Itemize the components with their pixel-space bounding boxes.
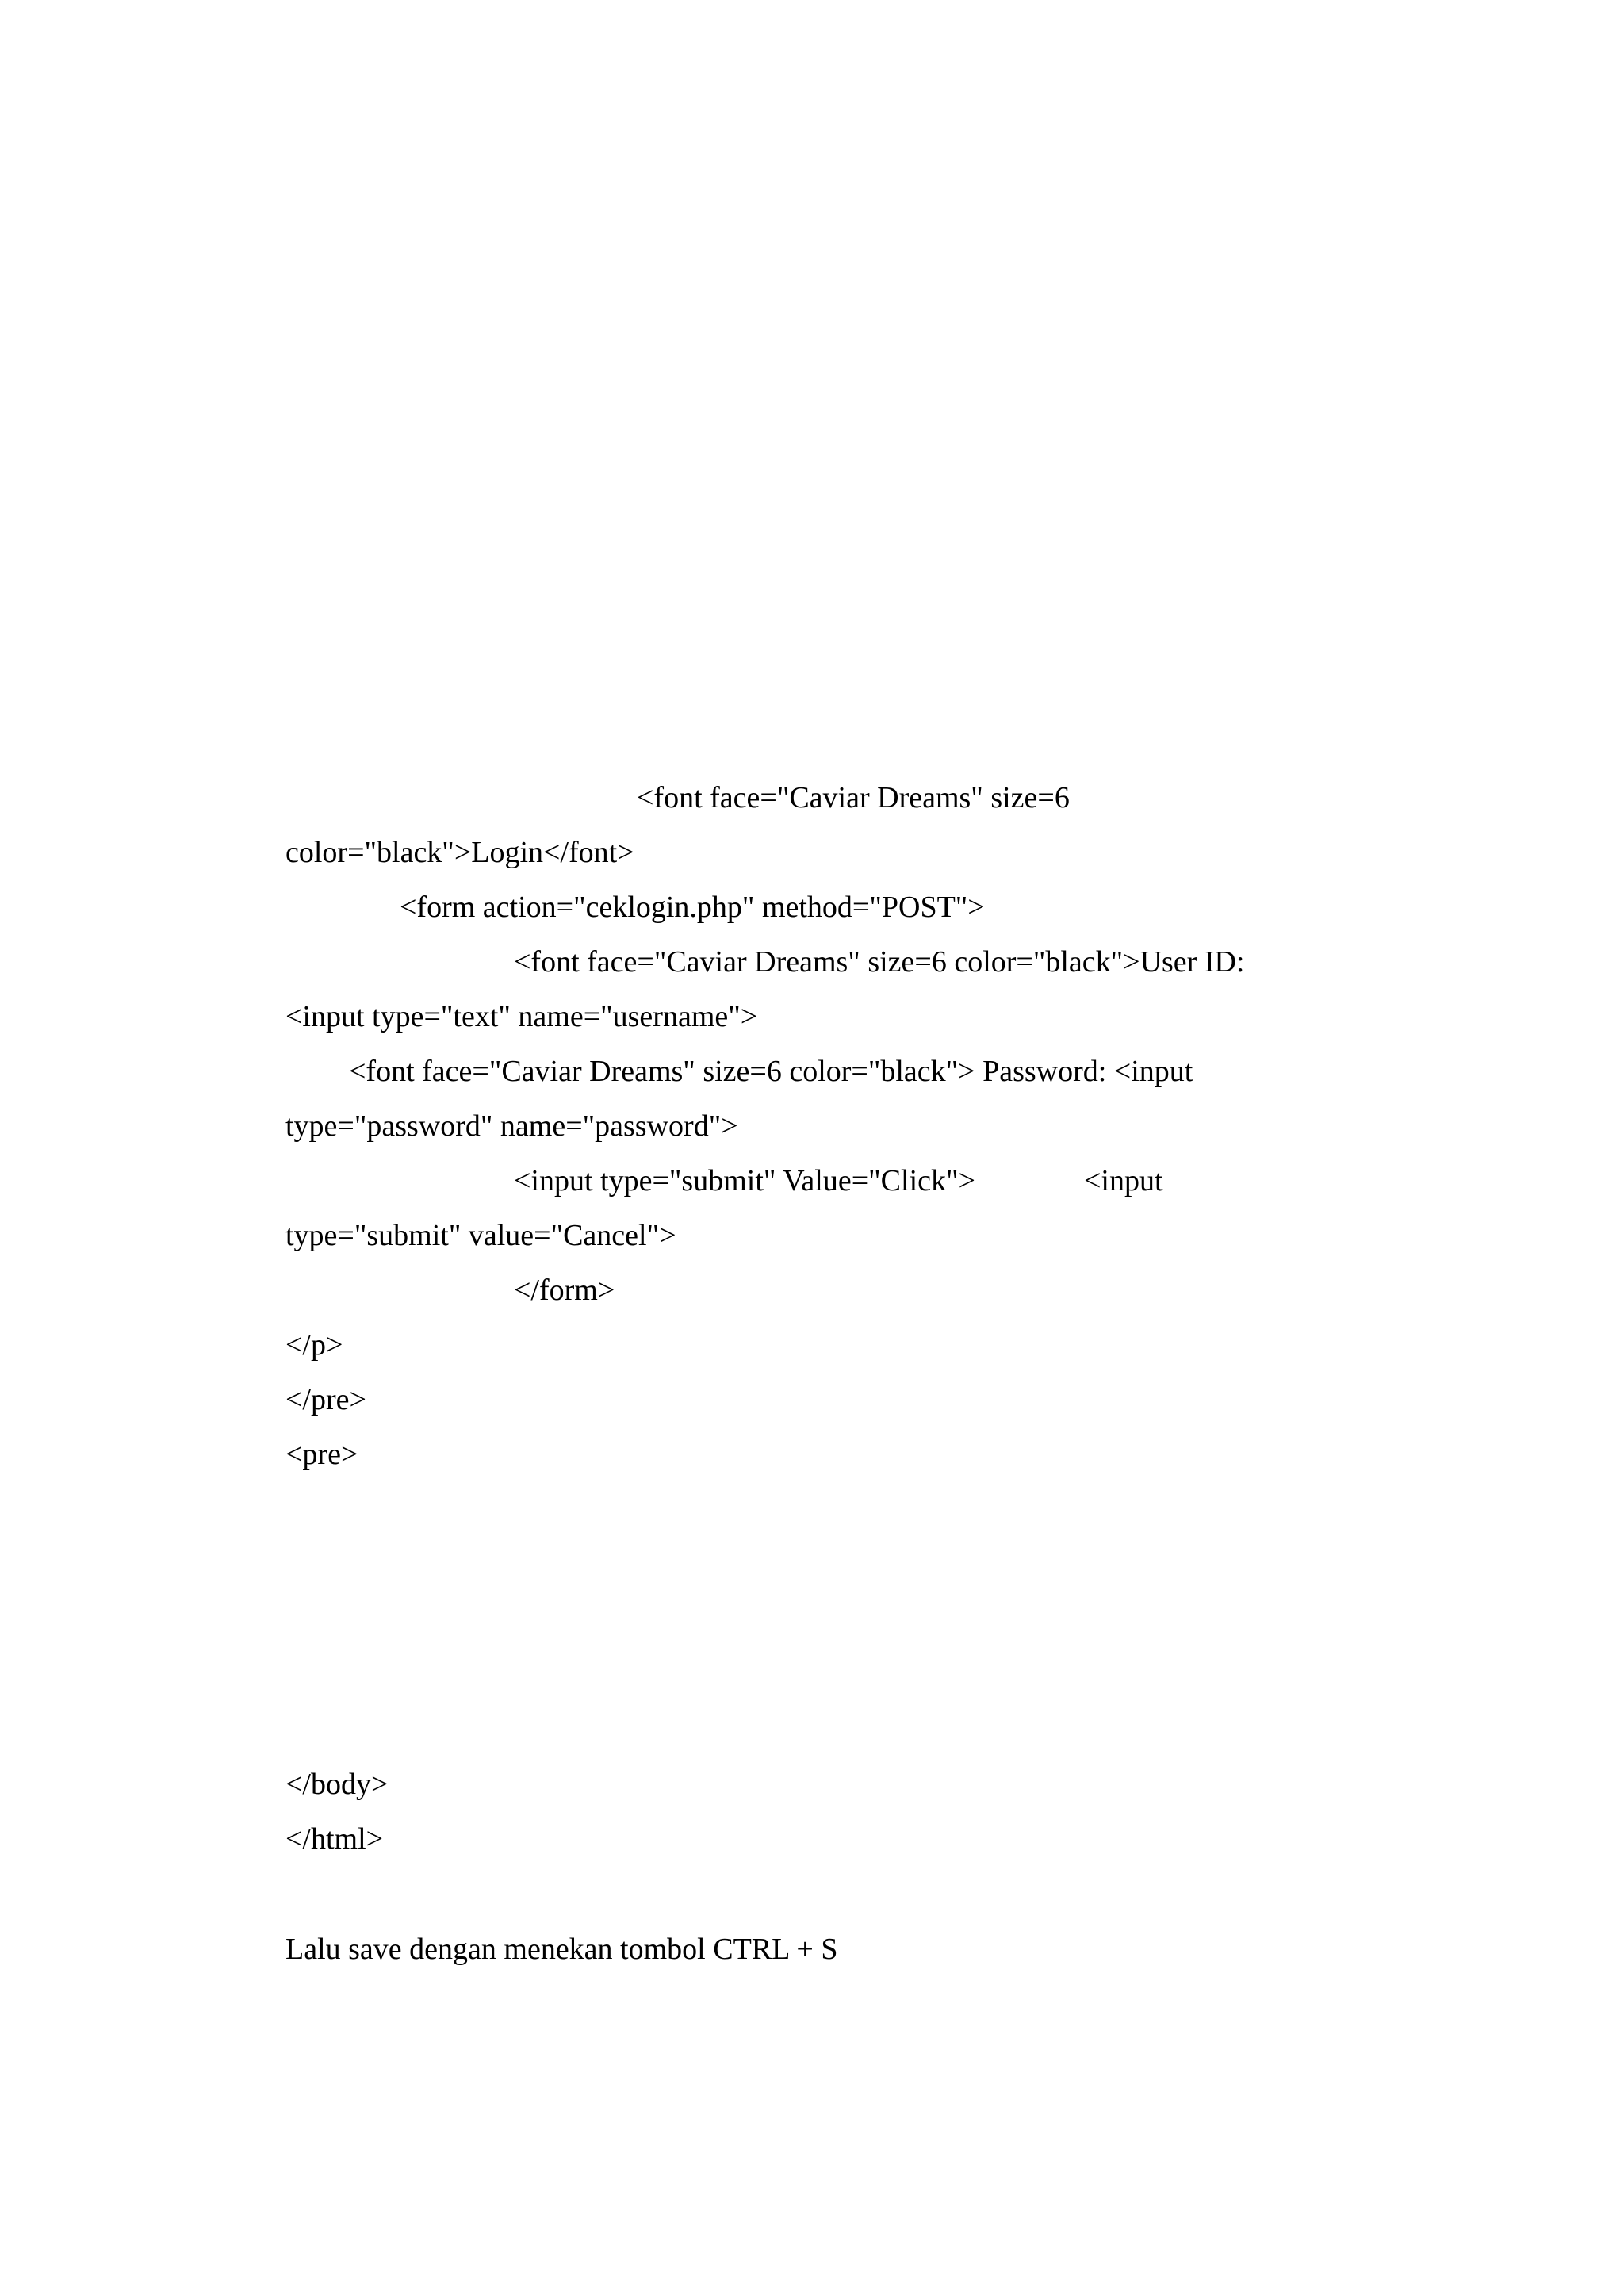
instruction-text: Lalu save dengan menekan tombol CTRL + S (285, 1933, 838, 1966)
code-line: color="black">Login</font> (285, 836, 634, 869)
code-line: <font face="Caviar Dreams" size=6 color="black">User ID: (514, 945, 1245, 979)
code-line: </html> (285, 1822, 384, 1856)
code-line: <input (1084, 1164, 1163, 1197)
code-line: <input type="submit" Value="Click"> (514, 1164, 975, 1197)
code-line: <form action="ceklogin.php" method="POST"> (400, 891, 985, 924)
code-line: </pre> (285, 1383, 366, 1416)
code-line: <pre> (285, 1438, 358, 1471)
code-line: type="password" name="password"> (285, 1109, 738, 1143)
code-line: <font face="Caviar Dreams" size=6 (637, 781, 1070, 814)
code-line: </body> (285, 1768, 389, 1801)
code-line: </form> (514, 1274, 615, 1307)
code-line: </p> (285, 1328, 343, 1362)
code-line: <font face="Caviar Dreams" size=6 color="black"> Password: <input (349, 1055, 1193, 1088)
code-line: type="submit" value="Cancel"> (285, 1219, 676, 1252)
code-line: <input type="text" name="username"> (285, 1000, 758, 1033)
